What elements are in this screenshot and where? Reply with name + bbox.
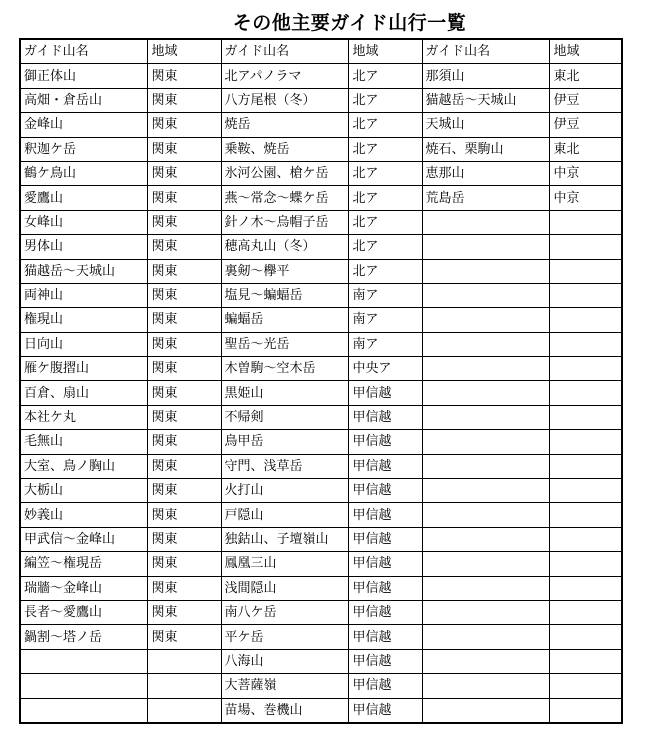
guide-name-cell: 平ケ岳	[221, 625, 348, 649]
guide-name-cell	[422, 332, 549, 356]
guide-name-cell: 釈迦ケ岳	[20, 137, 147, 161]
region-cell: 北ア	[348, 210, 422, 234]
guide-name-cell	[20, 674, 147, 698]
region-cell: 甲信越	[348, 430, 422, 454]
guide-name-cell: 猫越岳～天城山	[422, 88, 549, 112]
region-cell: 関東	[147, 137, 221, 161]
guide-name-cell: 男体山	[20, 235, 147, 259]
guide-name-cell: 日向山	[20, 332, 147, 356]
guide-name-cell	[422, 600, 549, 624]
region-cell: 伊豆	[549, 113, 622, 137]
table-row	[20, 235, 622, 259]
region-cell: 北ア	[348, 137, 422, 161]
region-cell	[549, 210, 622, 234]
region-cell: 甲信越	[348, 405, 422, 429]
guide-table	[19, 38, 623, 724]
guide-name-cell: 燕～常念～蝶ケ岳	[221, 186, 348, 210]
guide-name-cell	[422, 674, 549, 698]
region-cell: 甲信越	[348, 625, 422, 649]
region-cell: 中京	[549, 161, 622, 185]
guide-name-cell: 焼石、栗駒山	[422, 137, 549, 161]
header-row	[20, 39, 622, 64]
guide-name-cell: 権現山	[20, 308, 147, 332]
table-row	[20, 479, 622, 503]
table-row	[20, 552, 622, 576]
region-cell	[549, 503, 622, 527]
guide-name-cell: 針ノ木～烏帽子岳	[221, 210, 348, 234]
region-cell: 関東	[147, 527, 221, 551]
guide-name-cell	[422, 552, 549, 576]
region-cell: 関東	[147, 357, 221, 381]
guide-name-cell	[422, 698, 549, 723]
region-cell: 北ア	[348, 235, 422, 259]
guide-name-cell: 天城山	[422, 113, 549, 137]
guide-name-cell	[422, 283, 549, 307]
table-row	[20, 625, 622, 649]
region-cell	[549, 674, 622, 698]
region-cell	[549, 649, 622, 673]
region-cell	[549, 357, 622, 381]
guide-name-cell	[422, 527, 549, 551]
region-cell: 甲信越	[348, 479, 422, 503]
region-cell: 北ア	[348, 64, 422, 88]
region-cell: 関東	[147, 283, 221, 307]
region-cell: 関東	[147, 161, 221, 185]
region-cell	[549, 332, 622, 356]
region-cell: 北ア	[348, 186, 422, 210]
table-row	[20, 161, 622, 185]
region-cell: 甲信越	[348, 649, 422, 673]
guide-name-cell: 愛鷹山	[20, 186, 147, 210]
table-row	[20, 649, 622, 673]
guide-name-cell: 鳥甲岳	[221, 430, 348, 454]
region-cell	[147, 649, 221, 673]
table-row	[20, 576, 622, 600]
guide-name-cell: 浅間隠山	[221, 576, 348, 600]
region-cell	[549, 381, 622, 405]
guide-name-cell: 大菩薩嶺	[221, 674, 348, 698]
region-cell	[549, 698, 622, 723]
region-cell: 甲信越	[348, 674, 422, 698]
guide-name-cell: 穂高丸山（冬）	[221, 235, 348, 259]
region-cell	[549, 430, 622, 454]
region-cell: 関東	[147, 88, 221, 112]
region-cell: 関東	[147, 235, 221, 259]
column-header-region: 地域	[549, 39, 622, 64]
region-cell: 関東	[147, 405, 221, 429]
region-cell: 関東	[147, 479, 221, 503]
column-header-guide-name: ガイド山名	[422, 39, 549, 64]
region-cell	[549, 259, 622, 283]
region-cell	[549, 576, 622, 600]
guide-name-cell	[422, 625, 549, 649]
table-row	[20, 259, 622, 283]
table-row	[20, 430, 622, 454]
region-cell	[549, 527, 622, 551]
guide-name-cell: 苗場、巻機山	[221, 698, 348, 723]
guide-name-cell	[20, 698, 147, 723]
region-cell: 北ア	[348, 113, 422, 137]
guide-name-cell	[422, 503, 549, 527]
table-row	[20, 357, 622, 381]
region-cell: 関東	[147, 552, 221, 576]
region-cell: 甲信越	[348, 600, 422, 624]
guide-name-cell	[422, 357, 549, 381]
region-cell: 関東	[147, 332, 221, 356]
guide-name-cell: 不帰剣	[221, 405, 348, 429]
guide-name-cell: 荒島岳	[422, 186, 549, 210]
region-cell: 関東	[147, 113, 221, 137]
guide-name-cell: 雁ケ腹摺山	[20, 357, 147, 381]
table-row	[20, 454, 622, 478]
region-cell: 甲信越	[348, 576, 422, 600]
table-row	[20, 186, 622, 210]
guide-name-cell	[422, 210, 549, 234]
guide-name-cell	[422, 308, 549, 332]
guide-name-cell: 南八ケ岳	[221, 600, 348, 624]
guide-name-cell: 御正体山	[20, 64, 147, 88]
guide-name-cell: 鍋割～塔ノ岳	[20, 625, 147, 649]
table-row	[20, 405, 622, 429]
table-row	[20, 332, 622, 356]
column-header-guide-name: ガイド山名	[221, 39, 348, 64]
guide-name-cell: 焼岳	[221, 113, 348, 137]
column-header-guide-name: ガイド山名	[20, 39, 147, 64]
region-cell: 関東	[147, 600, 221, 624]
region-cell: 甲信越	[348, 527, 422, 551]
guide-name-cell: 大栃山	[20, 479, 147, 503]
guide-name-cell	[422, 381, 549, 405]
region-cell	[549, 283, 622, 307]
region-cell: 東北	[549, 137, 622, 161]
region-cell: 甲信越	[348, 503, 422, 527]
region-cell: 東北	[549, 64, 622, 88]
region-cell: 関東	[147, 430, 221, 454]
table-row	[20, 527, 622, 551]
region-cell	[147, 674, 221, 698]
guide-name-cell: 甲武信～金峰山	[20, 527, 147, 551]
guide-name-cell: 那須山	[422, 64, 549, 88]
guide-name-cell: 鶴ケ鳥山	[20, 161, 147, 185]
region-cell: 甲信越	[348, 381, 422, 405]
region-cell: 関東	[147, 64, 221, 88]
table-row	[20, 503, 622, 527]
region-cell: 南ア	[348, 283, 422, 307]
region-cell: 関東	[147, 210, 221, 234]
guide-name-cell: 裏剱～欅平	[221, 259, 348, 283]
region-cell: 北ア	[348, 161, 422, 185]
region-cell	[549, 625, 622, 649]
table-row	[20, 381, 622, 405]
region-cell: 関東	[147, 259, 221, 283]
guide-name-cell: 八方尾根（冬）	[221, 88, 348, 112]
guide-name-cell: 守門、浅草岳	[221, 454, 348, 478]
region-cell: 関東	[147, 186, 221, 210]
guide-name-cell	[422, 479, 549, 503]
guide-name-cell: 猫越岳～天城山	[20, 259, 147, 283]
region-cell	[549, 552, 622, 576]
guide-name-cell: 妙義山	[20, 503, 147, 527]
region-cell	[549, 308, 622, 332]
guide-name-cell: 高畑・倉岳山	[20, 88, 147, 112]
region-cell: 南ア	[348, 308, 422, 332]
table-row	[20, 64, 622, 88]
column-header-region: 地域	[348, 39, 422, 64]
region-cell: 甲信越	[348, 698, 422, 723]
guide-name-cell: 聖岳～光岳	[221, 332, 348, 356]
region-cell: 甲信越	[348, 454, 422, 478]
guide-name-cell: 女峰山	[20, 210, 147, 234]
region-cell: 関東	[147, 503, 221, 527]
guide-name-cell: 百倉、扇山	[20, 381, 147, 405]
region-cell: 中央ア	[348, 357, 422, 381]
table-row	[20, 88, 622, 112]
guide-name-cell: 木曽駒～空木岳	[221, 357, 348, 381]
guide-name-cell: 乗鞍、焼岳	[221, 137, 348, 161]
guide-name-cell: 恵那山	[422, 161, 549, 185]
region-cell: 北ア	[348, 259, 422, 283]
table-row	[20, 283, 622, 307]
region-cell	[549, 600, 622, 624]
guide-name-cell: 塩見～蝙蝠岳	[221, 283, 348, 307]
region-cell: 関東	[147, 308, 221, 332]
region-cell: 関東	[147, 381, 221, 405]
guide-name-cell: 北アパノラマ	[221, 64, 348, 88]
region-cell	[549, 235, 622, 259]
guide-name-cell: 瑞牆～金峰山	[20, 576, 147, 600]
region-cell: 関東	[147, 576, 221, 600]
table-row	[20, 137, 622, 161]
region-cell: 関東	[147, 454, 221, 478]
region-cell	[549, 479, 622, 503]
guide-name-cell: 鳳凰三山	[221, 552, 348, 576]
guide-name-cell: 戸隠山	[221, 503, 348, 527]
guide-name-cell	[422, 405, 549, 429]
table-row	[20, 600, 622, 624]
region-cell: 中京	[549, 186, 622, 210]
region-cell: 甲信越	[348, 552, 422, 576]
guide-name-cell: 編笠～権現岳	[20, 552, 147, 576]
guide-name-cell	[422, 259, 549, 283]
guide-name-cell: 大室、鳥ノ胸山	[20, 454, 147, 478]
guide-name-cell: 金峰山	[20, 113, 147, 137]
guide-name-cell: 両神山	[20, 283, 147, 307]
table-row	[20, 698, 622, 723]
guide-name-cell: 本社ケ丸	[20, 405, 147, 429]
region-cell: 関東	[147, 625, 221, 649]
table-row	[20, 210, 622, 234]
guide-name-cell: 黒姫山	[221, 381, 348, 405]
guide-name-cell	[422, 430, 549, 454]
region-cell: 南ア	[348, 332, 422, 356]
table-row	[20, 113, 622, 137]
guide-name-cell	[422, 576, 549, 600]
page-title: その他主要ガイド山行一覧	[232, 12, 467, 34]
region-cell	[147, 698, 221, 723]
region-cell: 北ア	[348, 88, 422, 112]
guide-name-cell: 毛無山	[20, 430, 147, 454]
guide-name-cell	[422, 454, 549, 478]
guide-name-cell: 独鈷山、子壇嶺山	[221, 527, 348, 551]
table-row	[20, 308, 622, 332]
guide-name-cell	[422, 649, 549, 673]
guide-name-cell	[422, 235, 549, 259]
guide-name-cell: 長者～愛鷹山	[20, 600, 147, 624]
guide-name-cell: 氷河公園、槍ケ岳	[221, 161, 348, 185]
guide-name-cell	[20, 649, 147, 673]
guide-name-cell: 八海山	[221, 649, 348, 673]
region-cell: 伊豆	[549, 88, 622, 112]
guide-name-cell: 火打山	[221, 479, 348, 503]
region-cell	[549, 454, 622, 478]
guide-name-cell: 蝙蝠岳	[221, 308, 348, 332]
table-row	[20, 674, 622, 698]
region-cell	[549, 405, 622, 429]
column-header-region: 地域	[147, 39, 221, 64]
